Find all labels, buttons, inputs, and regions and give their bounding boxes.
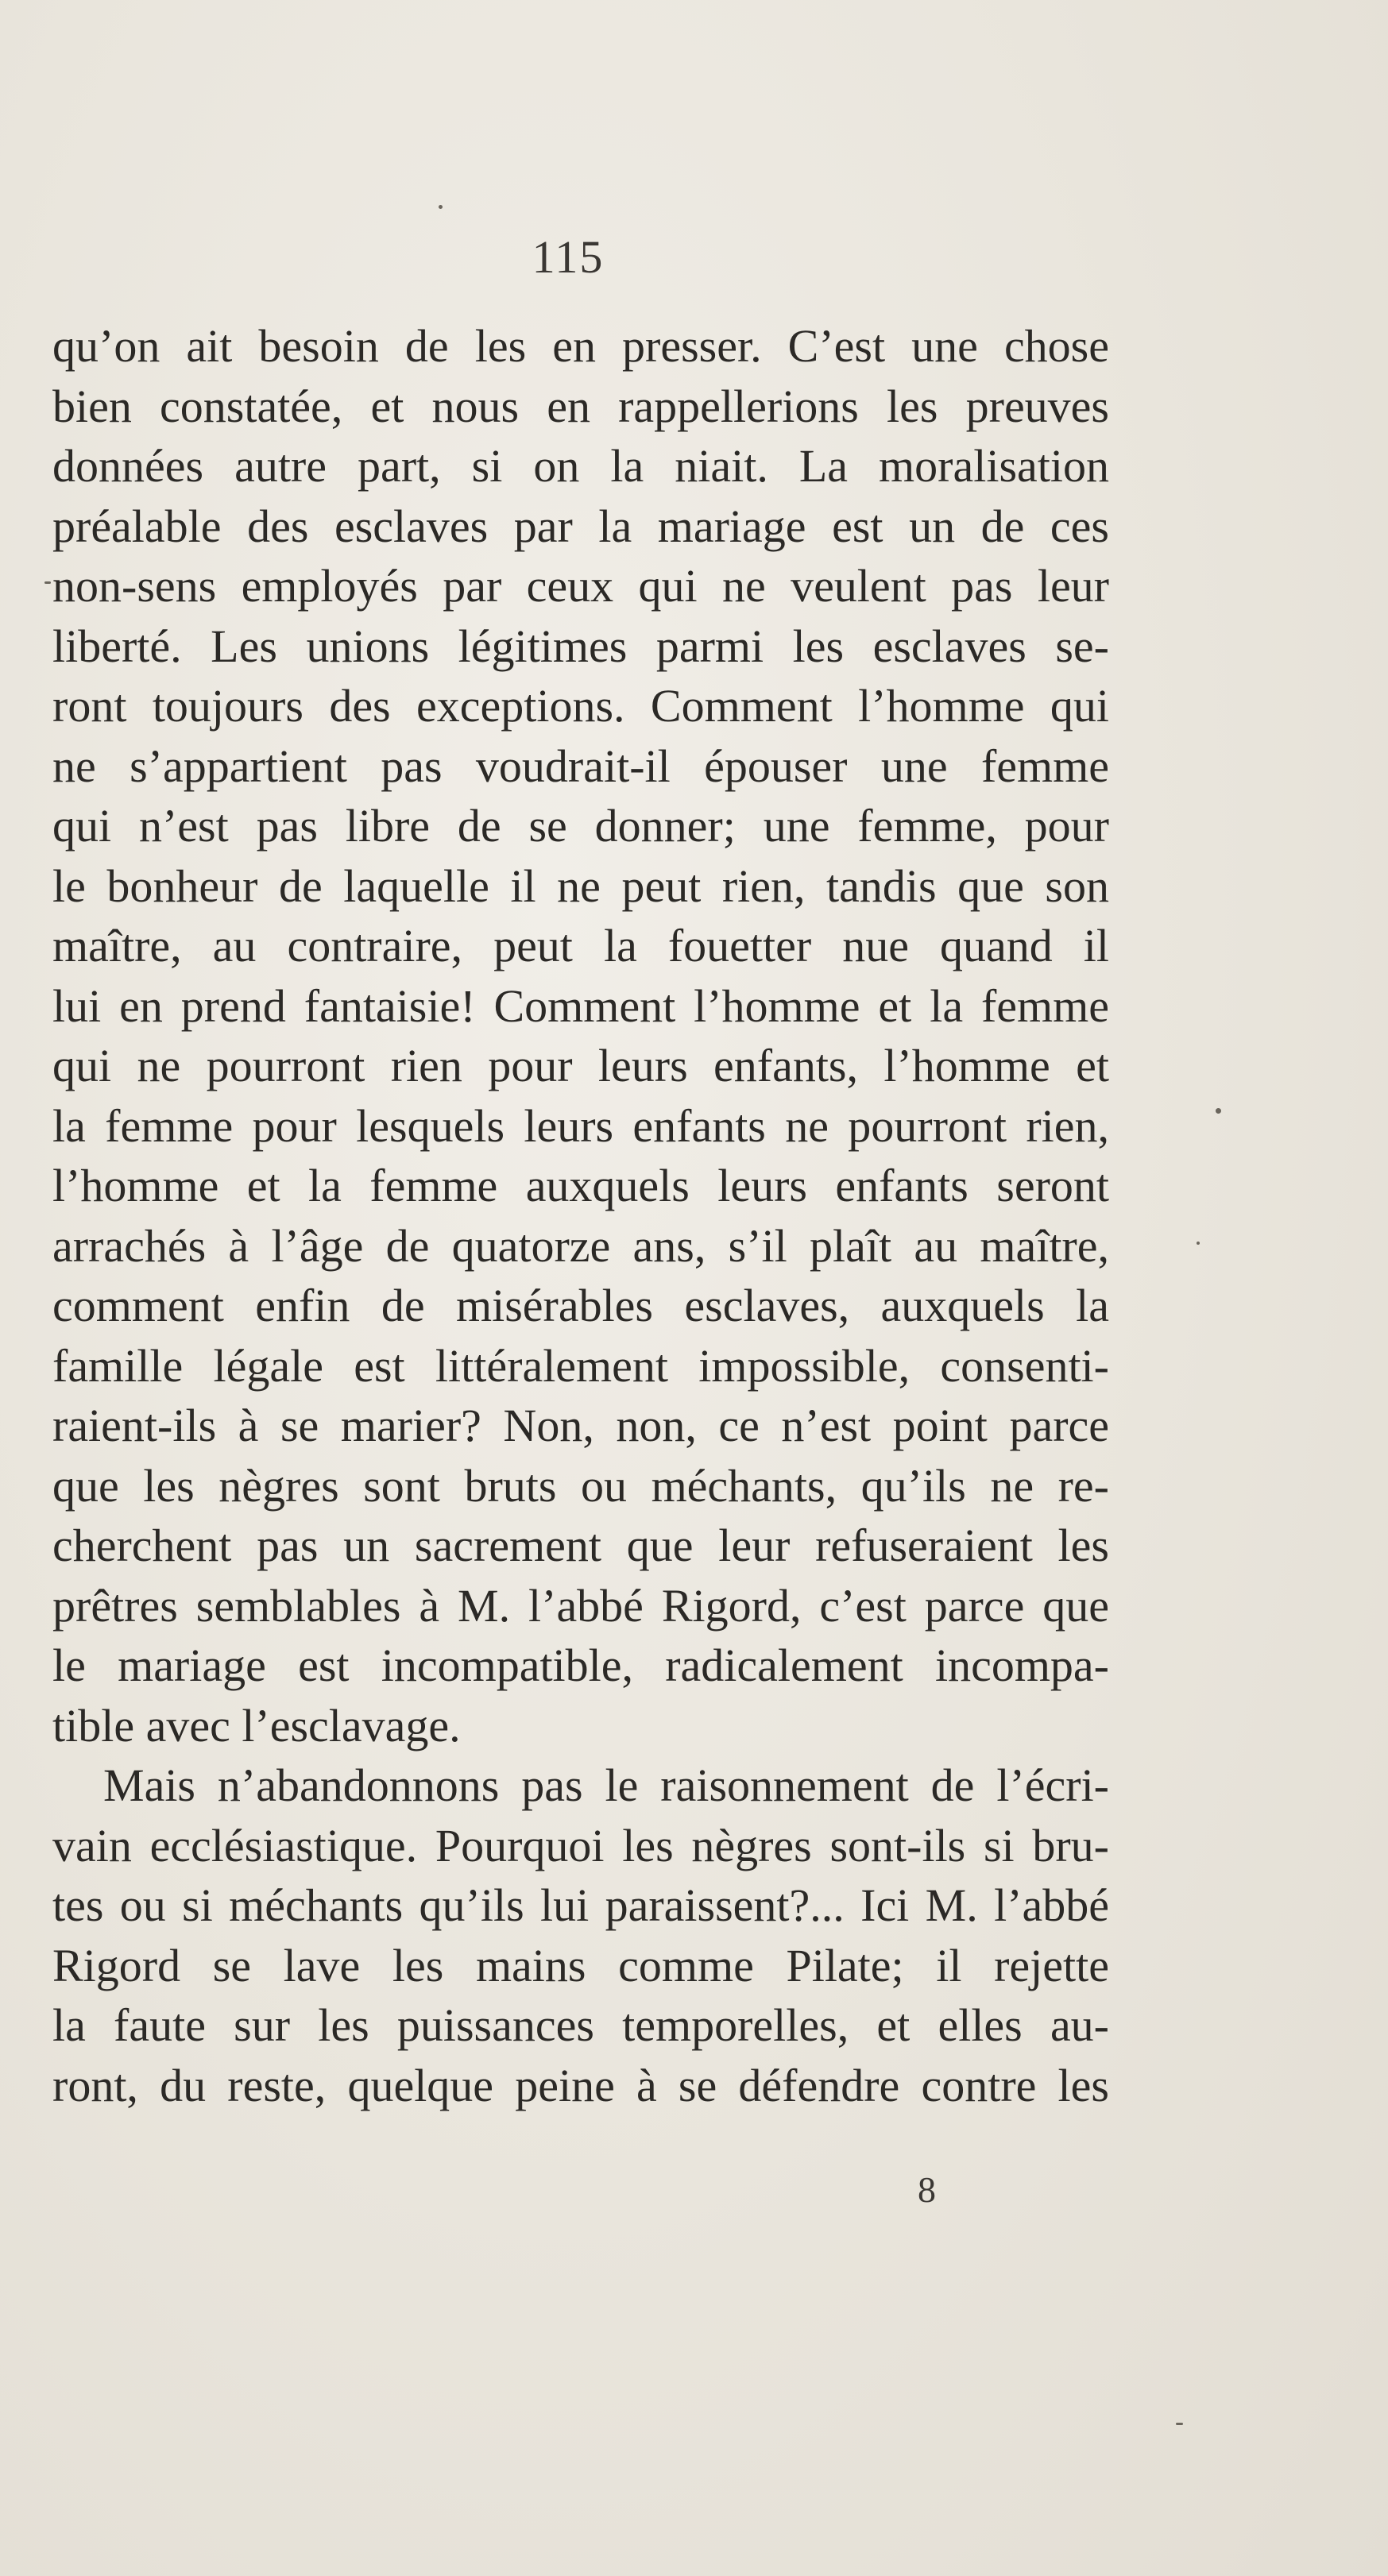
paper-speck [1216, 1108, 1221, 1114]
text-line: comment enfin de misérables esclaves, auxquels la [52, 1280, 1109, 1331]
text-line: raient-ils à se marier? Non, non, ce n’est point parce [52, 1400, 1109, 1451]
text-line: qu’on ait besoin de les en presser. C’est une chose [52, 320, 1109, 372]
text-line: données autre part, si on la niait. La moralisation [52, 440, 1109, 492]
text-line: ront toujours des exceptions. Comment l’homme qui [52, 680, 1109, 732]
text-line: préalable des esclaves par la mariage est un de ces [52, 500, 1109, 552]
text-line: bien constatée, et nous en rappellerions les preuves [52, 380, 1109, 432]
text-line: maître, au contraire, peut la fouetter nue quand il [52, 920, 1109, 971]
paper-speck [44, 581, 51, 584]
body-text [52, 316, 1109, 2115]
text-line: Mais n’abandonnons pas le raisonnement de l’écri- [103, 1759, 1109, 1811]
text-line: tible avec l’esclavage. [52, 1699, 461, 1751]
text-line: Rigord se lave les mains comme Pilate; il rejette [52, 1939, 1109, 1991]
page-number: 115 [532, 231, 605, 283]
text-line: lui en prend fantaisie! Comment l’homme et la femme [52, 979, 1109, 1032]
text-line: famille légale est littéralement impossible, consenti- [52, 1339, 1109, 1392]
text-line: qui n’est pas libre de se donner; une femme, pour [52, 800, 1109, 852]
text-line: cherchent pas un sacrement que leur refuseraient les [52, 1520, 1109, 1571]
paper-speck [1197, 1242, 1200, 1245]
text-line: arrachés à l’âge de quatorze ans, s’il plaît au maître, [52, 1219, 1109, 1272]
text-line: qui ne pourront rien pour leurs enfants, l’homme et [52, 1040, 1109, 1091]
text-line: que les nègres sont bruts ou méchants, qu’ils ne re- [52, 1459, 1109, 1512]
paper-speck [1176, 2423, 1183, 2425]
text-line: ne s’appartient pas voudrait-il épouser une femme [52, 740, 1109, 792]
paper-speck [439, 205, 443, 209]
text-line: vain ecclésiastique. Pourquoi les nègres sont-ils si bru- [52, 1819, 1109, 1871]
text-line: le mariage est incompatible, radicalement incompa- [52, 1639, 1109, 1691]
signature-mark: 8 [918, 2169, 936, 2210]
text-line: le bonheur de laquelle il ne peut rien, tandis que son [52, 859, 1109, 912]
text-line: tes ou si méchants qu’ils lui paraissent?... Ici M. l’abbé [52, 1879, 1109, 1931]
text-line: la faute sur les puissances temporelles, et elles au- [52, 1999, 1109, 2051]
text-line: non-sens employés par ceux qui ne veulent pas leur [52, 560, 1109, 612]
text-line: l’homme et la femme auxquels leurs enfants seront [52, 1160, 1109, 1211]
text-line: liberté. Les unions légitimes parmi les esclaves se- [52, 620, 1109, 672]
text-line: la femme pour lesquels leurs enfants ne pourront rien, [52, 1099, 1109, 1152]
text-line: ront, du reste, quelque peine à se défendre contre les [52, 2059, 1109, 2111]
text-line: prêtres semblables à M. l’abbé Rigord, c’est parce que [52, 1579, 1109, 1632]
